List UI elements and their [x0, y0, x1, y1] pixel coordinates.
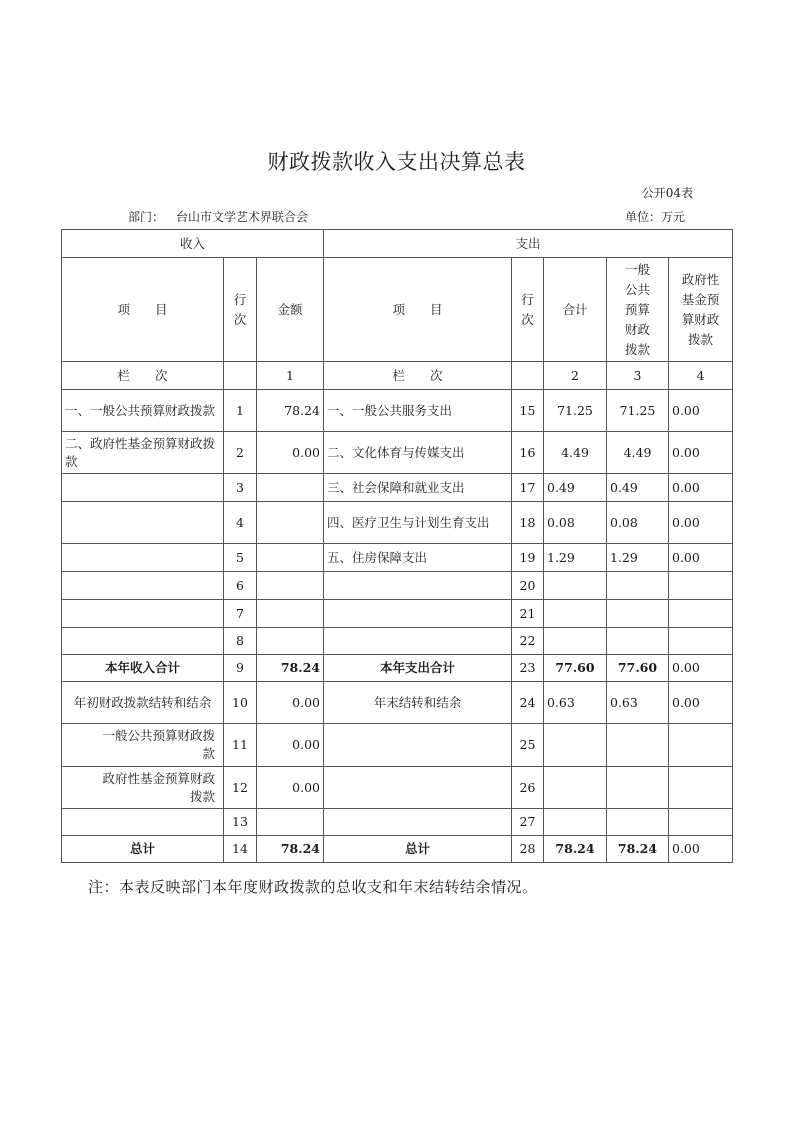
expense-total-header: 合计 [544, 258, 607, 362]
empty-cell [512, 362, 544, 390]
income-item: 一、一般公共预算财政拨款 [62, 390, 224, 432]
income-amount: 0.00 [257, 767, 324, 809]
income-item [62, 474, 224, 502]
income-item: 二、政府性基金预算财政拨款 [62, 432, 224, 474]
table-row [62, 836, 733, 863]
expense-general-public [607, 724, 669, 767]
expense-row-no: 24 [512, 682, 544, 724]
col-index-1: 1 [257, 362, 324, 390]
expense-item: 年末结转和结余 [324, 682, 512, 724]
col-index-4: 4 [669, 362, 733, 390]
expense-item: 三、社会保障和就业支出 [324, 474, 512, 502]
expense-row-no: 25 [512, 724, 544, 767]
income-item [62, 809, 224, 836]
table-row [62, 432, 733, 474]
expense-row-no: 17 [512, 474, 544, 502]
expense-item: 二、文化体育与传媒支出 [324, 432, 512, 474]
expense-gov-fund: 0.00 [669, 655, 733, 682]
expense-total: 71.25 [544, 390, 607, 432]
expense-row-no-header [512, 258, 544, 362]
income-item [62, 628, 224, 655]
table-row [62, 390, 733, 432]
expense-item: 一、一般公共服务支出 [324, 390, 512, 432]
income-row-no: 10 [224, 682, 257, 724]
department-value: 台山市文学艺术界联合会 [176, 210, 309, 224]
expense-total: 0.08 [544, 502, 607, 544]
income-row-no: 14 [224, 836, 257, 863]
expense-gov-fund [669, 600, 733, 628]
income-amount: 78.24 [257, 655, 324, 682]
expense-gov-fund [669, 724, 733, 767]
table-row [62, 628, 733, 655]
income-item: 总计 [62, 836, 224, 863]
income-amount [257, 502, 324, 544]
income-item: 政府性基金预算财政拨款 [62, 767, 224, 809]
expense-row-no: 21 [512, 600, 544, 628]
expense-general-public [607, 628, 669, 655]
income-item [62, 502, 224, 544]
income-column-label: 栏 次 [62, 362, 224, 390]
expense-total: 78.24 [544, 836, 607, 863]
expense-item [324, 628, 512, 655]
income-row-no: 9 [224, 655, 257, 682]
expense-gov-fund: 0.00 [669, 474, 733, 502]
expense-item [324, 572, 512, 600]
expense-gov-fund: 0.00 [669, 502, 733, 544]
expense-general-public [607, 600, 669, 628]
expense-total: 1.29 [544, 544, 607, 572]
income-amount: 0.00 [257, 724, 324, 767]
income-row-no: 13 [224, 809, 257, 836]
income-item-header: 项 目 [62, 258, 224, 362]
expense-gov-fund: 0.00 [669, 682, 733, 724]
expense-general-public: 4.49 [607, 432, 669, 474]
expense-general-public [607, 767, 669, 809]
expense-row-no: 18 [512, 502, 544, 544]
expense-gov-fund [669, 628, 733, 655]
income-amount: 0.00 [257, 682, 324, 724]
expense-general-public: 0.63 [607, 682, 669, 724]
income-row-no: 11 [224, 724, 257, 767]
expense-total: 77.60 [544, 655, 607, 682]
section-header-row [62, 230, 733, 258]
income-item [62, 572, 224, 600]
income-header: 收入 [62, 230, 324, 258]
income-amount [257, 809, 324, 836]
expense-item: 本年支出合计 [324, 655, 512, 682]
income-item: 一般公共预算财政拨款 [62, 724, 224, 767]
income-item: 本年收入合计 [62, 655, 224, 682]
expense-row-no-text: 行次 [521, 291, 534, 327]
footnote: 注：本表反映部门本年度财政拨款的总收支和年末结转结余情况。 [88, 878, 538, 896]
gov-fund-text: 政府性基金预算财政拨款 [681, 271, 720, 347]
col-index-3: 3 [607, 362, 669, 390]
expense-general-public: 78.24 [607, 836, 669, 863]
table-row [62, 502, 733, 544]
table-row [62, 767, 733, 809]
table-row [62, 544, 733, 572]
income-row-no: 6 [224, 572, 257, 600]
expense-row-no: 26 [512, 767, 544, 809]
income-row-no: 8 [224, 628, 257, 655]
income-row-no: 7 [224, 600, 257, 628]
income-amount [257, 544, 324, 572]
income-row-no: 5 [224, 544, 257, 572]
expense-general-public: 0.08 [607, 502, 669, 544]
table-row [62, 809, 733, 836]
expense-total [544, 809, 607, 836]
expense-general-public [607, 809, 669, 836]
expense-general-public [607, 572, 669, 600]
income-amount: 0.00 [257, 432, 324, 474]
expense-header: 支出 [324, 230, 733, 258]
expense-row-no: 19 [512, 544, 544, 572]
form-number: 公开04表 [641, 186, 693, 200]
expense-item [324, 600, 512, 628]
expense-general-public: 1.29 [607, 544, 669, 572]
expense-row-no: 16 [512, 432, 544, 474]
income-row-no-header [224, 258, 257, 362]
col-index-2: 2 [544, 362, 607, 390]
department [128, 208, 308, 225]
expense-row-no: 20 [512, 572, 544, 600]
expense-column-label: 栏 次 [324, 362, 512, 390]
table-row [62, 474, 733, 502]
expense-general-public: 71.25 [607, 390, 669, 432]
income-amount [257, 572, 324, 600]
expense-gov-fund: 0.00 [669, 836, 733, 863]
expense-item-header: 项 目 [324, 258, 512, 362]
income-amount: 78.24 [257, 836, 324, 863]
table-row [62, 655, 733, 682]
income-row-no: 4 [224, 502, 257, 544]
expense-gov-fund: 0.00 [669, 432, 733, 474]
expense-gov-fund [669, 809, 733, 836]
expense-item [324, 724, 512, 767]
income-item: 年初财政拨款结转和结余 [62, 682, 224, 724]
expense-total: 0.49 [544, 474, 607, 502]
expense-total [544, 724, 607, 767]
income-row-no: 1 [224, 390, 257, 432]
expense-total [544, 628, 607, 655]
column-header-row [62, 258, 733, 362]
income-row-no: 3 [224, 474, 257, 502]
table-row [62, 682, 733, 724]
fiscal-summary-table [61, 229, 733, 863]
table-row [62, 572, 733, 600]
expense-row-no: 22 [512, 628, 544, 655]
expense-total: 0.63 [544, 682, 607, 724]
expense-total [544, 600, 607, 628]
expense-row-no: 23 [512, 655, 544, 682]
income-amount [257, 474, 324, 502]
expense-general-public: 0.49 [607, 474, 669, 502]
expense-gov-fund [669, 572, 733, 600]
income-amount [257, 628, 324, 655]
department-label: 部门： [128, 210, 165, 224]
column-index-row [62, 362, 733, 390]
gov-fund-header [669, 258, 733, 362]
income-amount [257, 600, 324, 628]
income-row-no: 2 [224, 432, 257, 474]
expense-item [324, 809, 512, 836]
expense-item: 五、住房保障支出 [324, 544, 512, 572]
general-public-text: 一般公共预算财政拨款 [625, 261, 651, 357]
table-row [62, 600, 733, 628]
expense-item: 总计 [324, 836, 512, 863]
expense-gov-fund: 0.00 [669, 390, 733, 432]
income-row-no-text: 行次 [233, 291, 247, 327]
income-amount: 78.24 [257, 390, 324, 432]
empty-cell [224, 362, 257, 390]
expense-item [324, 767, 512, 809]
unit-label: 单位：万元 [624, 210, 685, 224]
expense-gov-fund [669, 767, 733, 809]
general-public-header [607, 258, 669, 362]
page-title: 财政拨款收入支出决算总表 [267, 150, 526, 174]
income-amount-header: 金额 [257, 258, 324, 362]
expense-row-no: 15 [512, 390, 544, 432]
expense-general-public: 77.60 [607, 655, 669, 682]
expense-row-no: 27 [512, 809, 544, 836]
expense-total [544, 767, 607, 809]
income-item [62, 600, 224, 628]
income-row-no: 12 [224, 767, 257, 809]
expense-item: 四、医疗卫生与计划生育支出 [324, 502, 512, 544]
expense-row-no: 28 [512, 836, 544, 863]
expense-total [544, 572, 607, 600]
income-item [62, 544, 224, 572]
expense-total: 4.49 [544, 432, 607, 474]
table-row [62, 724, 733, 767]
expense-gov-fund: 0.00 [669, 544, 733, 572]
